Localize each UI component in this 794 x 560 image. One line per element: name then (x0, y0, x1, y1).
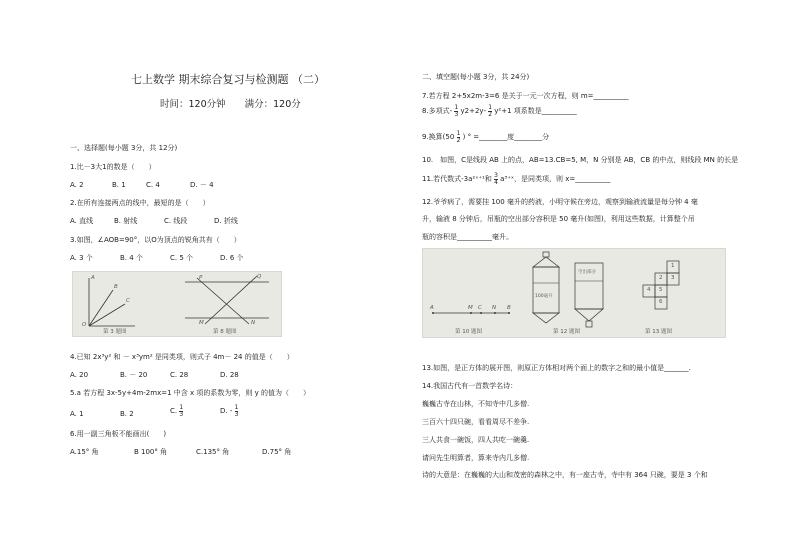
poem-line-1: 巍巍古寺在山林，不知寺中几多僧. (422, 400, 530, 408)
fig10-label-c: C (478, 305, 482, 311)
section2-heading: 二、填空题(每小题 3分，共 24分) (422, 73, 530, 81)
q8-frac1-den: 3 (454, 111, 459, 118)
q5-c-denominator: 3 (179, 411, 184, 418)
q9-part1: 9.换算(50 (422, 133, 455, 141)
caption-q10: 第 10 题图 (455, 329, 482, 335)
fig12-label-empty: 空出部分 (578, 270, 596, 275)
q2-option-d[interactable]: D. 折线 (214, 217, 238, 225)
q6-stem: 6.用一副三角板不能画出( ) (70, 430, 167, 438)
q13-text: 13.如图，是正方体的展开图，则原正方体相对两个面上的数字之和的最小值是_______. (422, 364, 691, 372)
q5-option-d[interactable] (220, 405, 238, 418)
q1-option-d[interactable]: D. － 4 (190, 181, 214, 189)
fig-label-n: N (251, 320, 256, 326)
q4-option-b[interactable]: B. － 20 (120, 371, 148, 379)
fig10-label-a: A (430, 305, 434, 311)
q5-option-c[interactable] (170, 405, 183, 418)
q1-stem: 1.比－3大1的数是（ ） (70, 163, 156, 171)
q2-option-b[interactable]: B. 射线 (114, 217, 138, 225)
fig-label-c: C (126, 298, 130, 304)
fig-label-a: A (91, 275, 95, 281)
q11-text (422, 173, 610, 186)
q14-intro: 14.我国古代有一首数学名诗： (422, 382, 518, 390)
q8-frac1-num: 1 (454, 104, 459, 111)
cube-face-1: 1 (671, 263, 675, 269)
q6-option-d[interactable]: D.75° 角 (262, 448, 292, 456)
q2-option-a[interactable]: A. 直线 (70, 217, 94, 225)
q12-line1: 12.爷爷病了，需要挂 100 毫升的药液，小明守候在旁边，观察到输液流量是每分钟 4 毫 (422, 198, 698, 206)
q3-option-a[interactable]: A. 3 个 (70, 254, 93, 262)
q8-part3: y²+1 项系数是__________ (494, 107, 577, 115)
poem-line-2: 三百六十四只碗，看看周尽不差争. (422, 418, 530, 426)
cube-face-3: 3 (671, 275, 675, 281)
cube-face-5: 5 (659, 287, 663, 293)
q8-fraction-1 (454, 105, 458, 118)
q8-frac2-num: 1 (488, 104, 493, 111)
q4-option-d[interactable]: D. 28 (220, 371, 239, 379)
q5-option-d-label: D. - (220, 407, 233, 415)
q11-frac-num: 3 (494, 172, 498, 179)
poem-line-4: 请问先生明算者，算来寺内几多僧. (422, 454, 530, 462)
fig12-label-bottle: 100毫升 (535, 294, 553, 299)
q6-option-b[interactable]: B 100° 角 (134, 448, 168, 456)
fig10-label-m: M (468, 305, 473, 311)
q8-part1: 8.多项式- (422, 107, 453, 115)
q5-option-c-fraction (179, 405, 183, 418)
caption-q12: 第 12 题图 (553, 329, 580, 335)
q4-stem: 4.已知 2x³y² 和 － x³ym² 是同类项，则式子 4m－ 24 的值是（ ） (70, 353, 294, 361)
figure-q10-q12-q13 (422, 248, 726, 338)
fig-label-m: M (199, 320, 204, 326)
q14-explanation: 诗的大意是：在巍巍的大山和茂密的森林之中，有一座古寺，寺中有 364 只碗，要是 3 个和 (422, 471, 708, 479)
q9-fraction (457, 131, 461, 144)
fig-label-o: O (82, 322, 87, 328)
q1-option-c[interactable]: C. 4 (146, 181, 160, 189)
cube-face-6: 6 (659, 299, 663, 305)
fig10-label-n: N (492, 305, 497, 311)
q5-option-d-fraction (235, 405, 239, 418)
q9-text (422, 131, 549, 144)
figure-right-drawing (423, 249, 725, 337)
q5-c-numerator: 1 (179, 404, 184, 411)
q5-stem: 5.a 若方程 3x-5y+4m-2mx=1 中含 x 项的系数为零，则 y 的值为（ ） (70, 389, 310, 397)
q1-option-a[interactable]: A. 2 (70, 181, 84, 189)
fig-label-p: P (199, 275, 203, 281)
fig-label-b: B (114, 284, 118, 290)
q4-option-a[interactable]: A. 20 (70, 371, 89, 379)
q4-option-c[interactable]: C. 28 (170, 371, 189, 379)
q5-option-c-label: C. (170, 407, 178, 415)
section1-heading: 一、选择题(每小题 3分，共 12分) (70, 144, 178, 152)
poem-line-3: 三人共食一碗饭，四人共吃一碗羹. (422, 436, 530, 444)
caption-q13: 第 13 题图 (645, 329, 672, 335)
q6-option-a[interactable]: A.15° 角 (70, 448, 99, 456)
q5-d-numerator: 1 (234, 404, 239, 411)
caption-q3: 第 3 题图 (103, 329, 127, 335)
q9-frac-den: 2 (456, 137, 461, 144)
q3-stem: 3.如图，∠AOB=90°，以O为顶点的锐角共有（ ） (70, 236, 241, 244)
q3-option-c[interactable]: C. 5 个 (170, 254, 194, 262)
q8-text (422, 105, 577, 118)
fig10-label-b: B (507, 305, 511, 311)
q8-frac2-den: 2 (488, 111, 493, 118)
q2-option-c[interactable]: C. 线段 (164, 217, 188, 225)
figure-q3-q8 (72, 271, 282, 337)
q9-part2: ) ° =________度________分 (462, 133, 550, 141)
exam-meta: 时间：120分钟 满分：120分 (160, 99, 301, 110)
q9-frac-num: 1 (456, 130, 461, 137)
q8-part2: y2+2y- (460, 107, 486, 115)
cube-face-4: 4 (647, 287, 651, 293)
page-title: 七上数学 期末综合复习与检测题 （二） (131, 73, 325, 86)
fig-label-q: Q (257, 274, 262, 280)
q3-option-d[interactable]: D. 6 个 (220, 254, 244, 262)
q6-option-c[interactable]: C.135° 角 (196, 448, 230, 456)
q11-part2: a³⁺ˣ，是同类项，则 x=__________ (500, 175, 611, 183)
q11-part1: 11.若代数式-3a²ˣ⁺¹和 (422, 175, 492, 183)
q8-fraction-2 (488, 105, 492, 118)
caption-q8: 第 8 题图 (213, 329, 237, 335)
q1-option-b[interactable]: B. 1 (112, 181, 126, 189)
q5-d-denominator: 3 (234, 411, 239, 418)
q12-line3: 瓶的容积是__________毫升。 (422, 233, 513, 241)
cube-face-2: 2 (659, 275, 663, 281)
q7-text: 7.若方程 2+5x2m-3=6 是关于一元一次方程，则 m=__________ (422, 92, 629, 100)
q5-option-b[interactable]: B. 2 (120, 410, 134, 418)
q10-text: 10. 如图，C是线段 AB 上的点，AB=13.CB=5, M，N 分别是 AB，CB 的中点，则线段 MN 的长是 (422, 156, 739, 164)
q5-option-a[interactable]: A. 1 (70, 410, 84, 418)
q11-frac-den: 4 (494, 179, 498, 186)
q2-stem: 2.在所有连接两点的线中，最短的是（ ） (70, 199, 210, 207)
q3-option-b[interactable]: B. 4 个 (120, 254, 143, 262)
q11-fraction (494, 173, 498, 186)
q12-line2: 升，输液 8 分钟后，吊瓶的空出部分容积是 50 毫升(如图)，利用这些数据，计算整个吊 (422, 215, 695, 223)
